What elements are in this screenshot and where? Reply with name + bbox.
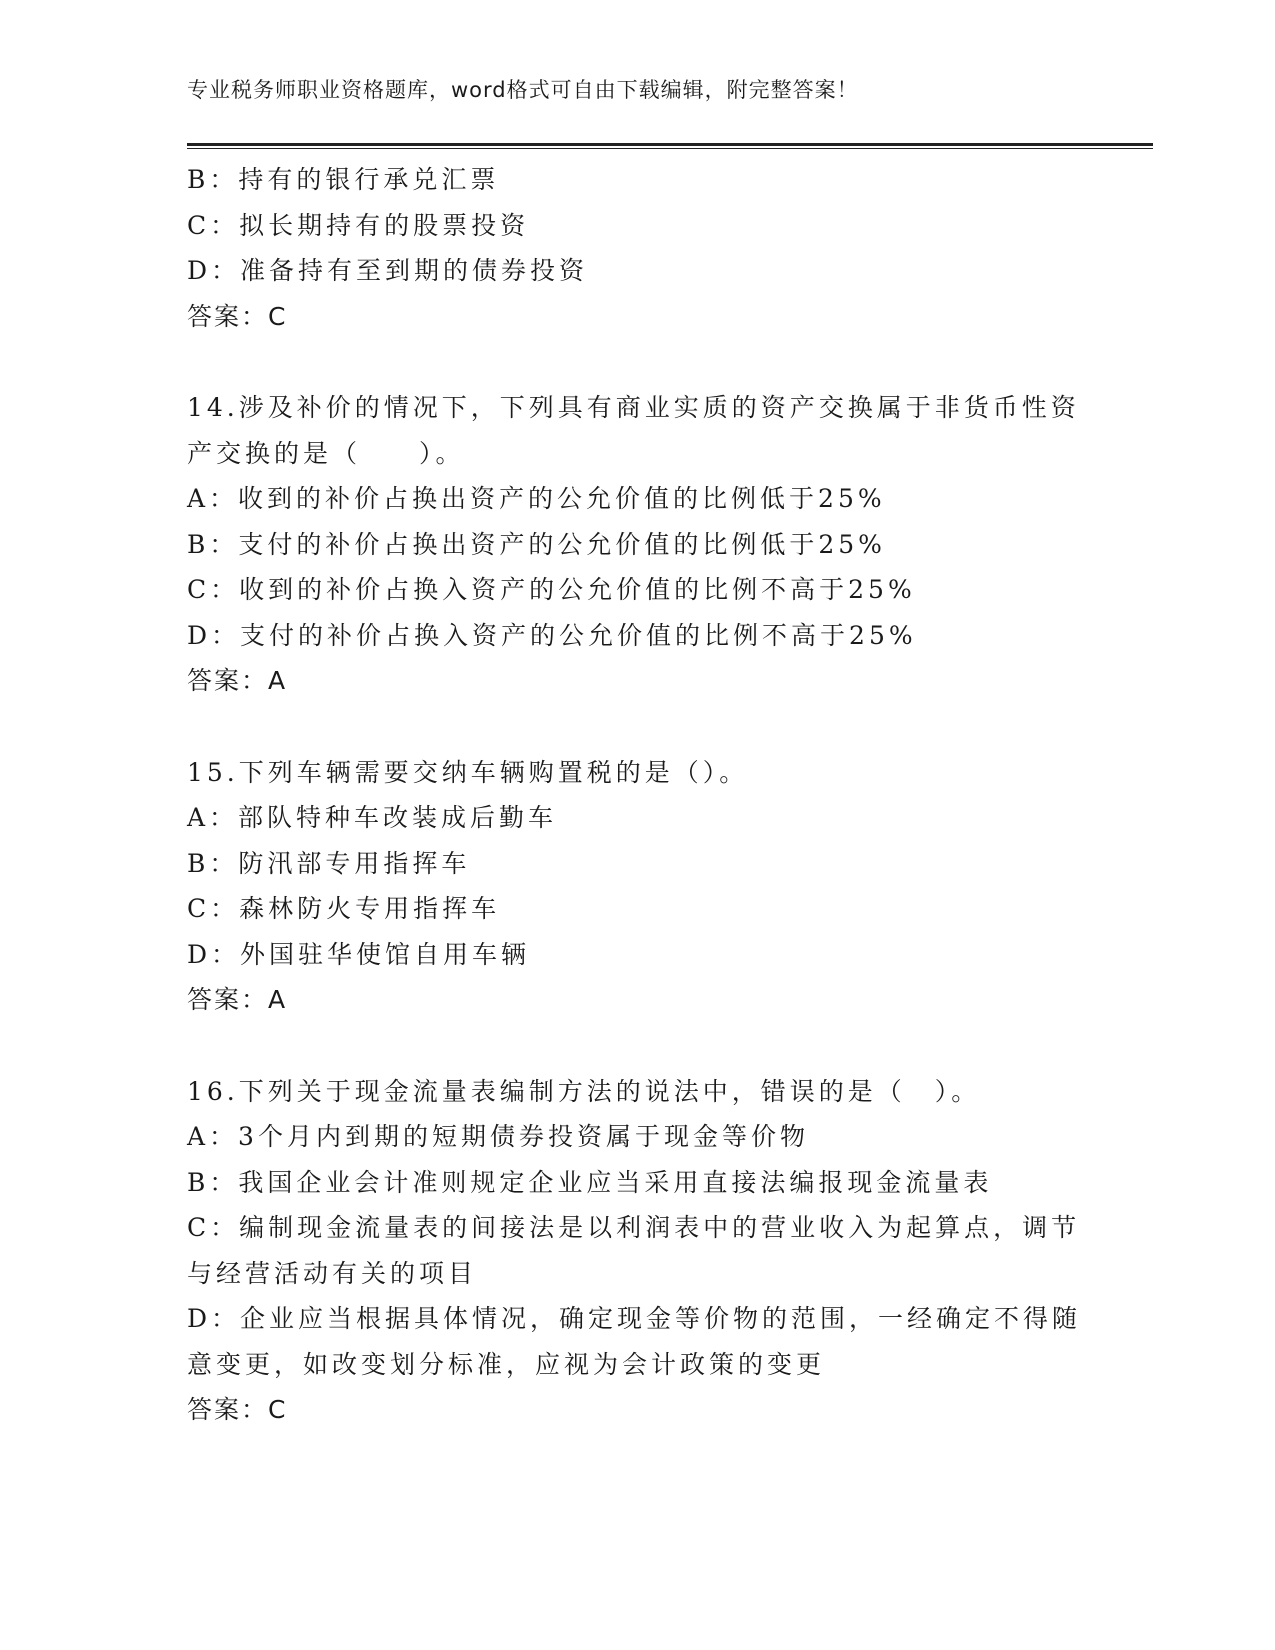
question-stem-continued: 产交换的是（ ）。 [187, 438, 465, 468]
question-14 [187, 385, 1080, 704]
option-b: B：持有的银行承兑汇票 [187, 165, 500, 194]
question-13-tail [187, 157, 1077, 339]
question-stem: 14.涉及补价的情况下，下列具有商业实质的资产交换属于非货币性资 [187, 393, 1080, 422]
spacer [187, 704, 1077, 750]
header-rule-thick [187, 143, 1153, 146]
answer: 答案：A [187, 666, 288, 695]
option-b: B：我国企业会计准则规定企业应当采用直接法编报现金流量表 [187, 1167, 993, 1197]
question-stem: 15.下列车辆需要交纳车辆购置税的是（）。 [187, 757, 749, 787]
option-c: C：森林防火专用指挥车 [187, 894, 501, 923]
header-rule-thin [187, 148, 1153, 149]
option-b: B：防汛部专用指挥车 [187, 848, 471, 878]
option-d: D：支付的补价占换入资产的公允价值的比例不高于25% [187, 620, 917, 650]
option-a: A：收到的补价占换出资产的公允价值的比例低于25% [187, 484, 886, 513]
option-a: A：部队特种车改装成后勤车 [187, 803, 558, 832]
option-a: A：3个月内到期的短期债券投资属于现金等价物 [187, 1122, 809, 1151]
page-header: 专业税务师职业资格题库，word格式可自由下载编辑，附完整答案！ [187, 78, 859, 102]
option-c: C：编制现金流量表的间接法是以利润表中的营业收入为起算点，调节 [187, 1213, 1081, 1242]
answer: 答案：C [187, 301, 288, 331]
option-c: C：拟长期持有的股票投资 [187, 210, 530, 240]
answer: 答案：A [187, 985, 288, 1014]
question-stem: 16.下列关于现金流量表编制方法的说法中，错误的是（ ）。 [187, 1076, 981, 1106]
question-15 [187, 750, 1077, 1023]
option-d: D：企业应当根据具体情况，确定现金等价物的范围，一经确定不得随 [187, 1304, 1082, 1333]
option-b: B：支付的补价占换出资产的公允价值的比例低于25% [187, 529, 886, 559]
answer: 答案：C [187, 1395, 288, 1424]
option-d-continued: 意变更，如改变划分标准，应视为会计政策的变更 [187, 1349, 826, 1379]
spacer [187, 339, 1077, 385]
option-d: D：外国驻华使馆自用车辆 [187, 939, 531, 969]
question-list [187, 157, 1082, 1433]
question-16 [187, 1069, 1082, 1433]
spacer [187, 1023, 1077, 1069]
option-d: D：准备持有至到期的债券投资 [187, 256, 589, 285]
option-c: C：收到的补价占换入资产的公允价值的比例不高于25% [187, 575, 916, 604]
option-c-continued: 与经营活动有关的项目 [187, 1258, 478, 1288]
